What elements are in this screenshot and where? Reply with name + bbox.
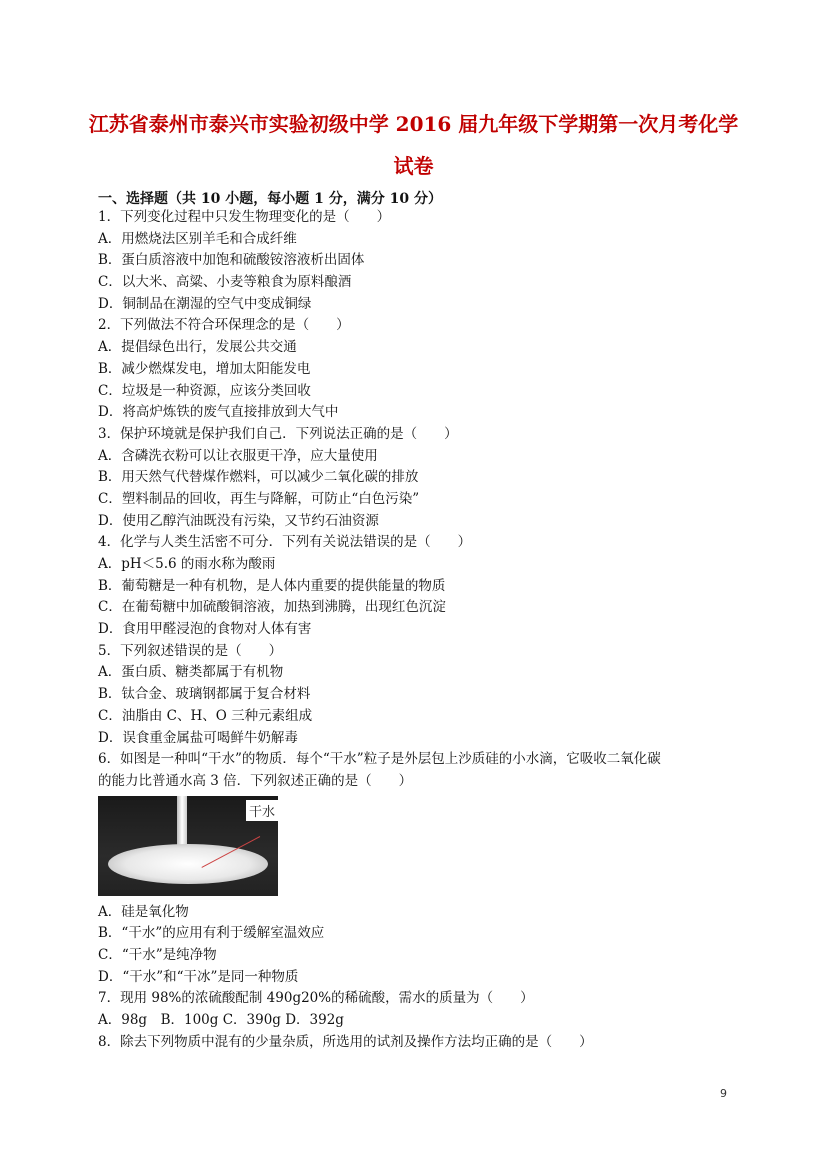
question-line: A．提倡绿色出行，发展公共交通	[98, 339, 297, 356]
question-line: B．用天然气代替煤作燃料，可以减少二氧化碳的排放	[98, 469, 419, 486]
question-line: A．用燃烧法区别羊毛和合成纤维	[98, 230, 297, 247]
document-title-line2: 试卷	[393, 154, 434, 178]
question-line: A．硅是氧化物	[98, 903, 189, 920]
question-line: 4．化学与人类生活密不可分．下列有关说法错误的是（ ）	[98, 534, 472, 551]
questions-after-figure	[98, 902, 738, 1054]
question-line: A．蛋白质、糖类都属于有机物	[98, 664, 284, 681]
section-heading: 一、选择题（共 10 小题，每小题 1 分，满分 10 分）	[98, 191, 442, 207]
question-line: B．“干水”的应用有利于缓解室温效应	[98, 925, 325, 942]
question-line: B．葡萄糖是一种有机物，是人体内重要的提供能量的物质	[98, 577, 446, 594]
question-line: C．垃圾是一种资源，应该分类回收	[98, 382, 311, 399]
question-line: D．铜制品在潮湿的空气中变成铜绿	[98, 295, 312, 312]
dry-water-figure	[98, 796, 278, 896]
question-line: C．油脂由 C、H、O 三种元素组成	[98, 707, 313, 724]
question-line: A．pH＜5.6 的雨水称为酸雨	[98, 556, 276, 572]
question-line: C．以大米、高粱、小麦等粮食为原料酿酒	[98, 274, 352, 291]
question-line: 6．如图是一种叫“干水”的物质．每个“干水”粒子是外层包上沙质硅的小水滴，它吸收二氧化碳	[98, 751, 661, 768]
page-number: 9	[720, 1087, 727, 1100]
figure-label: 干水	[246, 800, 278, 821]
question-line: C．塑料制品的回收，再生与降解，可防止“白色污染”	[98, 490, 420, 507]
question-line: C．在葡萄糖中加硫酸铜溶液，加热到沸腾，出现红色沉淀	[98, 599, 446, 616]
question-line: 7．现用 98%的浓硫酸配制 490g20%的稀硫酸，需水的质量为（ ）	[98, 990, 534, 1007]
document-title-line1: 江苏省泰州市泰兴市实验初级中学 2016 届九年级下学期第一次月考化学	[88, 112, 739, 136]
question-line: C．“干水”是纯净物	[98, 946, 217, 963]
question-line: D．使用乙醇汽油既没有污染，又节约石油资源	[98, 512, 379, 529]
question-line: 的能力比普通水高 3 倍．下列叙述正确的是（ ）	[98, 772, 413, 789]
question-line: 3．保护环境就是保护我们自己．下列说法正确的是（ ）	[98, 425, 458, 442]
petri-dish-shape	[108, 844, 268, 884]
question-line: D．“干水”和“干冰”是同一种物质	[98, 968, 299, 985]
question-line: 1．下列变化过程中只发生物理变化的是（ ）	[98, 209, 391, 225]
question-line: 8．除去下列物质中混有的少量杂质，所选用的试剂及操作方法均正确的是（ ）	[98, 1033, 593, 1050]
question-body	[98, 207, 738, 1053]
question-line: B．钛合金、玻璃钢都属于复合材料	[98, 686, 311, 703]
questions-before-figure	[98, 207, 738, 793]
question-line: A．98g B．100g C．390g D．392g	[98, 1012, 344, 1028]
question-line: D．将高炉炼铁的废气直接排放到大气中	[98, 404, 339, 421]
question-line: B．减少燃煤发电，增加太阳能发电	[98, 360, 311, 377]
question-line: A．含磷洗衣粉可以让衣服更干净，应大量使用	[98, 447, 378, 464]
question-line: D．误食重金属盐可喝鲜牛奶解毒	[98, 729, 298, 746]
question-line: D．食用甲醛浸泡的食物对人体有害	[98, 621, 312, 638]
question-line: B．蛋白质溶液中加饱和硫酸铵溶液析出固体	[98, 252, 365, 269]
question-line: 2．下列做法不符合环保理念的是（ ）	[98, 317, 350, 334]
question-line: 5．下列叙述错误的是（ ）	[98, 642, 283, 659]
